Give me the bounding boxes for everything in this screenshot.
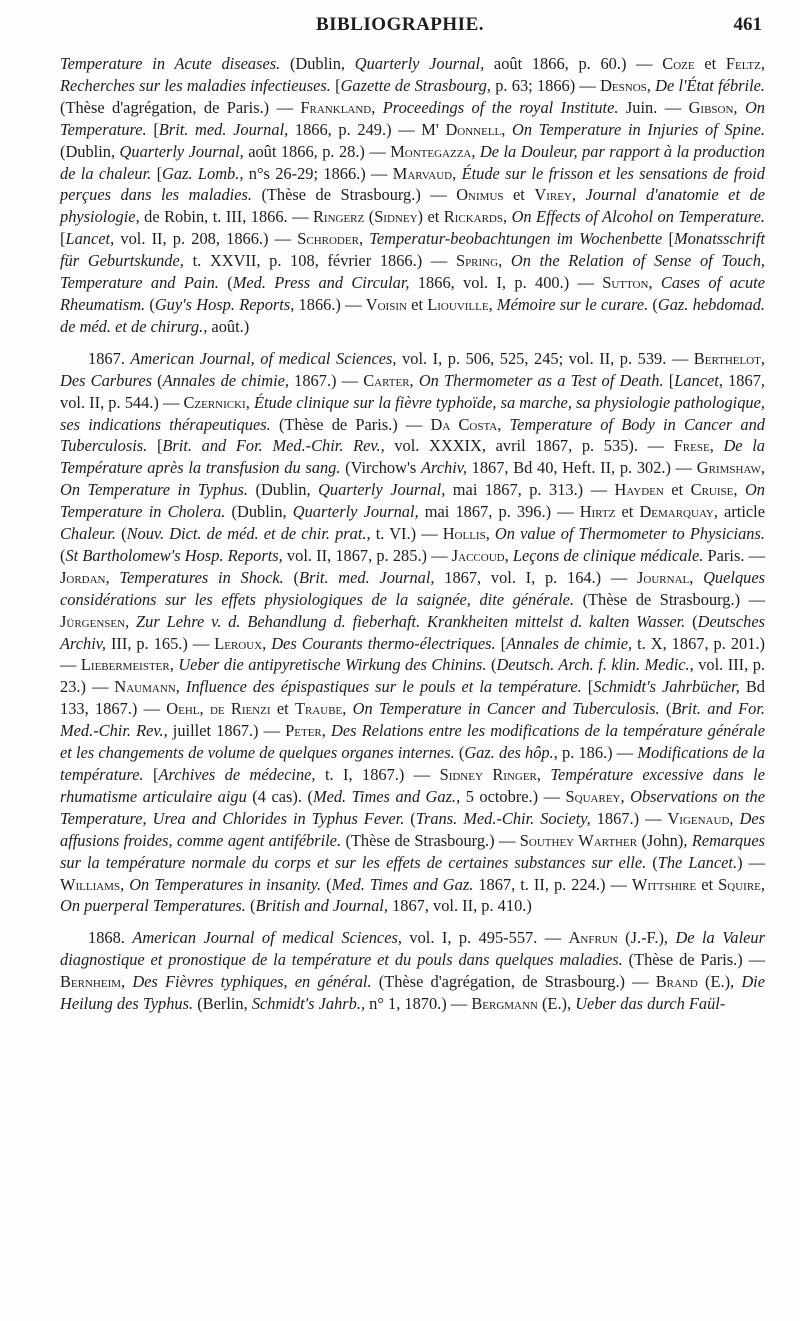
citation-text: ,: [471, 141, 480, 161]
citation-text: 1868.: [88, 928, 133, 948]
citation-text: ,: [760, 874, 766, 894]
author-name: Peter: [285, 721, 322, 741]
work-title: Temperature in Acute diseases.: [60, 54, 281, 73]
author-name: Liebermeister: [80, 655, 170, 675]
work-title: On Temperature in Injuries of Spine.: [512, 119, 765, 139]
author-name: M' Donnell: [421, 119, 502, 139]
citation-text: et: [694, 54, 726, 73]
author-name: Liouville: [427, 294, 489, 314]
citation-text: ,: [760, 458, 765, 478]
author-name: Da Costa: [430, 414, 498, 434]
citation-text: (: [404, 808, 416, 828]
running-title: BIBLIOGRAPHIE.: [315, 14, 484, 35]
work-title: Quarterly Journal,: [318, 480, 446, 500]
citation-text: et: [406, 294, 428, 314]
citation-text: ,: [371, 97, 383, 117]
citation-text: 1866, p. 249.) —: [288, 119, 422, 139]
citation-text: 1866, vol. I, p. 400.) —: [409, 273, 603, 293]
citation-text: (: [486, 655, 497, 675]
citation-text: ) et: [417, 207, 444, 227]
citation-text: 1867, vol. I, p. 164.) —: [434, 567, 638, 587]
work-title: Lancet,: [65, 229, 115, 249]
author-name: Cruise: [690, 480, 734, 500]
work-title: Brit. and For. Med.-Chir. Rev.,: [60, 699, 766, 741]
author-name: Virey: [534, 185, 572, 205]
author-name: Williams: [60, 874, 121, 894]
work-title: Quarterly Journal,: [292, 502, 419, 522]
citation-text: [: [146, 119, 159, 139]
citation-text: 1867, Bd 40, Heft. II, p. 302.) —: [466, 458, 697, 478]
citation-text: 1866.) —: [294, 294, 366, 314]
work-title: British and Journal,: [255, 896, 388, 916]
work-title: American Journal of medical Sciences,: [132, 928, 402, 948]
citation-text: t. X, 1867, p. 201.) —: [60, 633, 765, 675]
author-name: Squire: [718, 874, 761, 894]
citation-text: [: [330, 75, 341, 95]
citation-text: ,: [121, 972, 133, 992]
citation-text: (Thèse de Paris.) —: [270, 414, 431, 434]
work-title: Température excessive dans le rhumatisme articulaire aigu: [60, 765, 765, 806]
citation-text: août 1866, p. 28.) —: [243, 141, 391, 161]
work-title: De la Douleur, par rapport à la production de la chaleur.: [60, 141, 765, 183]
citation-text: (John),: [637, 830, 692, 850]
citation-text: (Thèse d'agrégation, de Paris.) —: [60, 97, 301, 117]
citation-text: (: [283, 567, 299, 587]
work-title: Med. Press and Circular,: [232, 273, 410, 293]
citation-text: vol. III, p. 23.) —: [60, 655, 765, 697]
citation-text: ,: [733, 480, 745, 500]
citation-text: ,: [729, 808, 740, 828]
author-name: Voisin: [365, 294, 407, 314]
citation-text: (Dublin,: [60, 141, 120, 161]
citation-text: ,: [321, 721, 332, 741]
work-title: Remarques sur la température normale du corps et sur les effets de certaines substances sur elle.: [60, 830, 765, 872]
citation-text: ,: [571, 185, 586, 205]
citation-text: 1867.) —: [289, 370, 364, 390]
work-title: Gaz. hebdomad. de méd. et de chirurg.,: [60, 294, 766, 336]
citation-text: (: [60, 545, 66, 565]
citation-text: et: [696, 874, 719, 894]
work-title: Lancet,: [674, 370, 723, 390]
author-name: Jürgensen: [60, 611, 126, 631]
bibliography-paragraph-1867: [60, 348, 765, 918]
author-name: Wittshire: [631, 874, 697, 894]
work-title: Deutsch. Arch. f. klin. Medic.,: [496, 655, 694, 675]
work-title: St Bartholomew's Hosp. Reports,: [65, 545, 283, 565]
citation-text: de Robin, t. III, 1866. —: [139, 207, 313, 227]
citation-text: ,: [199, 699, 210, 719]
citation-text: 1867, vol. II, p. 410.): [387, 896, 532, 916]
bibliography-paragraph-1866: [60, 53, 765, 338]
citation-text: ,: [709, 436, 724, 456]
work-title: Proceedings of the royal Institute.: [382, 97, 619, 117]
citation-text: (: [648, 294, 658, 314]
citation-text: (: [116, 524, 127, 544]
work-title: Ueber die antipyretische Wirkung des Chinins.: [178, 655, 487, 675]
citation-text: vol. II, p. 208, 1866.) —: [114, 229, 298, 249]
citation-text: mai 1867, p. 396.) —: [418, 502, 580, 522]
work-title: Gazette de Strasbourg,: [340, 75, 491, 95]
citation-text: (E.),: [697, 972, 742, 992]
work-title: Journal d'anatomie et de physiologie,: [60, 185, 765, 227]
citation-text: (Thèse de Strasbourg.) —: [574, 589, 765, 609]
work-title: Modifications de la température.: [60, 743, 766, 784]
citation-text: ,: [358, 229, 370, 249]
work-title: Die Heilung des Typhus.: [60, 972, 765, 1014]
citation-text: 1867.: [88, 348, 131, 368]
work-title: The Lancet.: [657, 852, 738, 872]
page-header: [0, 14, 800, 38]
citation-text: p. 63; 1866) —: [490, 75, 601, 95]
work-title: De la Température après la transfusion du sang.: [60, 436, 765, 478]
work-title: Des Courants thermo-électriques.: [271, 633, 496, 653]
author-name: Hayden: [614, 480, 664, 500]
work-title: Chaleur.: [60, 524, 117, 544]
author-name: Hirtz: [579, 502, 616, 522]
work-title: Influence des épispastiques sur le pouls et la température.: [185, 677, 582, 697]
citation-text: 1867, t. II, p. 224.) —: [473, 874, 632, 894]
work-title: Temperature of Body in Cancer and Tuberculosis.: [60, 414, 766, 456]
citation-text: ,: [620, 786, 631, 806]
work-title: Recherches sur les maladies infectieuses.: [60, 75, 331, 95]
author-name: Frese: [673, 436, 710, 456]
citation-text: juillet 1867.) —: [167, 721, 286, 741]
work-title: Temperatures in Shock.: [119, 567, 284, 587]
work-title: On Temperature.: [60, 97, 766, 139]
citation-text: n°s 26-29; 1866.) —: [243, 163, 393, 183]
citation-text: ,: [120, 874, 130, 894]
citation-text: ,: [105, 567, 120, 587]
work-title: On Temperatures in insanity.: [129, 874, 322, 894]
work-title: American Journal, of medical Sciences,: [130, 348, 397, 368]
citation-text: ,: [733, 97, 745, 117]
work-title: Cases of acute Rheumatism.: [60, 273, 765, 314]
author-name: Sutton: [602, 273, 649, 293]
author-name: Feltz: [725, 54, 761, 73]
citation-text: [: [147, 436, 163, 456]
work-title: Guy's Hosp. Reports,: [154, 294, 295, 314]
work-title: Gaz. des hôp.,: [464, 743, 558, 763]
work-title: Étude clinique sur la fièvre typhoïde, sa marche, sa physiologie pathologique, ses indications thérapeutiques.: [60, 392, 765, 434]
citation-text: p. 186.) —: [557, 743, 638, 763]
citation-text: ,: [488, 294, 497, 314]
work-title: On Temperature in Typhus.: [60, 480, 249, 500]
citation-text: ,: [689, 567, 704, 587]
author-name: Jordan: [60, 567, 106, 587]
author-name: Vigenaud: [667, 808, 730, 828]
author-name: Demarquay: [639, 502, 714, 522]
citation-text: vol. XXXIX, avril 1867, p. 535). —: [384, 436, 674, 456]
work-title: Med. Times and Gaz.,: [312, 786, 461, 806]
citation-text: (J.-F.),: [617, 928, 676, 948]
work-title: On Effects of Alcohol on Temperature.: [511, 207, 766, 227]
citation-text: 1867, vol. II, p. 544.) —: [60, 370, 765, 412]
citation-text: mai 1867, p. 313.) —: [445, 480, 615, 500]
author-name: Anfrun: [568, 928, 618, 948]
author-name: Coze: [662, 54, 695, 73]
work-title: Monatsschrift für Geburtskunde,: [60, 229, 766, 271]
work-title: On Temperature in Cancer and Tuberculosis.: [352, 699, 660, 719]
citation-text: ,: [646, 75, 656, 95]
citation-text: 5 octobre.) —: [460, 786, 566, 806]
work-title: Quelques considérations sur les effets physiologiques de la saignée, dite générale.: [60, 567, 765, 609]
author-name: Grimshaw: [696, 458, 761, 478]
author-name: Czernicki: [183, 392, 246, 412]
citation-text: (: [659, 699, 672, 719]
work-title: Quarterly Journal,: [119, 141, 244, 161]
citation-text: (: [646, 852, 658, 872]
bibliography-paragraph-1868: [60, 927, 765, 1015]
work-title: Des Relations entre les modifications de la température générale et les changements de volume de quelques organes internes.: [60, 721, 765, 763]
work-title: On Temperature in Cholera.: [60, 480, 765, 522]
author-name: Bergmann: [471, 994, 538, 1014]
citation-text: (: [151, 370, 163, 390]
citation-text: III, p. 165.) —: [105, 633, 215, 653]
citation-text: ,: [497, 414, 510, 434]
author-name: Sidney Ringer: [439, 765, 537, 784]
work-title: Observations on the Temperature, Urea and Chlorides in Typhus Fever.: [60, 786, 765, 828]
work-title: Zur Lehre v. d. Behandlung d. fieberhaft. Krankheiten mittelst d. kalten Wasser.: [136, 611, 686, 631]
citation-text: ,: [760, 348, 765, 368]
citation-text: [: [151, 163, 163, 183]
citation-text: août.): [207, 316, 250, 336]
work-title: Temperatur-beobachtungen im Wochenbette: [369, 229, 663, 249]
citation-text: (Thèse de Strasbourg.) —: [251, 185, 457, 205]
citation-text: ) —: [737, 852, 765, 872]
citation-text: (: [321, 874, 332, 894]
citation-text: ,: [262, 633, 272, 653]
citation-text: ,: [760, 54, 765, 73]
author-name: Traube: [294, 699, 343, 719]
work-title: On puerperal Temperatures.: [60, 896, 246, 916]
citation-text: 1867.) —: [590, 808, 668, 828]
work-title: On Thermometer as a Test of Death.: [418, 370, 664, 390]
work-title: Étude sur le frisson et les sensations de froid perçues dans les maladies.: [60, 163, 765, 205]
work-title: De l'État fébrile.: [655, 75, 765, 95]
work-title: Des Carbures: [60, 370, 152, 390]
work-title: Archives de médecine,: [158, 765, 316, 784]
work-title: Brit. med. Journal,: [298, 567, 435, 587]
work-title: Annales de chimie,: [506, 633, 633, 653]
citation-text: et: [663, 480, 691, 500]
citation-text: ,: [409, 370, 419, 390]
citation-text: (Berlin,: [193, 994, 252, 1014]
citation-text: (: [685, 611, 698, 631]
citation-text: t. I, 1867.) —: [315, 765, 440, 784]
citation-text: ,: [342, 699, 353, 719]
citation-text: et: [503, 185, 535, 205]
citation-text: ,: [501, 119, 513, 139]
work-title: Des affusions froides, comme agent antifébrile.: [60, 808, 765, 850]
citation-text: ,: [502, 207, 512, 227]
citation-text: ,: [245, 392, 254, 412]
author-name: de Rienzi: [209, 699, 271, 719]
citation-text: (Virchow's: [340, 458, 421, 478]
author-name: Sidney: [374, 207, 418, 227]
citation-text: vol. I, p. 495-557. —: [401, 928, 569, 948]
citation-text: Juin. —: [618, 97, 689, 117]
author-name: Onimus: [456, 185, 504, 205]
work-title: De la Valeur diagnostique et pronostique de la température et du pouls dans quelques maladies.: [60, 928, 765, 970]
citation-text: ,: [169, 655, 179, 675]
author-name: Montegazza: [390, 141, 472, 161]
citation-text: ,: [498, 251, 511, 271]
author-name: Marvaud: [392, 163, 453, 183]
work-title: Annales de chimie,: [162, 370, 289, 390]
citation-text: (: [454, 743, 465, 763]
author-name: Brand: [655, 972, 698, 992]
author-name: Hollis: [442, 524, 486, 544]
citation-text: [: [495, 633, 507, 653]
work-title: Nouv. Dict. de méd. et de chir. prat.,: [126, 524, 371, 544]
citation-text: ,: [125, 611, 137, 631]
work-title: Ueber das durch Faül-: [575, 994, 726, 1014]
author-name: Carter: [363, 370, 410, 390]
citation-text: (E.),: [537, 994, 576, 1014]
author-name: Oehl: [166, 699, 200, 719]
author-name: Spring: [455, 251, 499, 271]
citation-text: ,: [175, 677, 186, 697]
citation-text: t. XXVII, p. 108, février 1866.) —: [183, 251, 456, 271]
author-name: Gibson: [688, 97, 734, 117]
citation-text: Bd 133, 1867.) —: [60, 677, 765, 719]
citation-text: ,: [648, 273, 661, 293]
citation-text: n° 1, 1870.) —: [365, 994, 472, 1014]
work-title: Med. Times and Gaz.: [331, 874, 474, 894]
citation-text: , article: [713, 502, 766, 522]
citation-text: (: [218, 273, 233, 293]
work-title: Archiv,: [420, 458, 467, 478]
work-title: Schmidt's Jahrb.,: [251, 994, 366, 1014]
citation-text: [: [60, 229, 66, 249]
citation-text: (Thèse de Paris.) —: [622, 950, 765, 970]
work-title: On the Relation of Sense of Touch, Temperature and Pain.: [60, 251, 765, 293]
citation-text: ,: [485, 524, 495, 544]
author-name: Naumann: [114, 677, 176, 697]
author-name: Rickards: [443, 207, 503, 227]
citation-text: ,: [452, 163, 462, 183]
citation-text: t. VI.) —: [370, 524, 443, 544]
citation-text: (: [145, 294, 155, 314]
citation-text: (Dublin,: [280, 54, 355, 73]
citation-text: (Thèse de Strasbourg.) —: [341, 830, 520, 850]
citation-text: (: [364, 207, 375, 227]
work-title: Trans. Med.-Chir. Society,: [415, 808, 591, 828]
work-title: On value of Thermometer to Physicians.: [494, 524, 765, 544]
work-title: Gaz. Lomb.,: [162, 163, 244, 183]
page-number: 461: [733, 14, 762, 35]
citation-text: (Dublin,: [225, 502, 293, 522]
work-title: Des Fièvres typhiques, en général.: [132, 972, 372, 992]
citation-text: [: [662, 229, 674, 249]
citation-text: [: [663, 370, 675, 390]
author-name: Leroux: [214, 633, 263, 653]
work-title: Schmidt's Jahrbücher,: [593, 677, 740, 697]
citation-text: (4 cas). (: [246, 786, 313, 806]
author-name: Ringerz: [312, 207, 365, 227]
work-title: Brit. and For. Med.-Chir. Rev.,: [162, 436, 385, 456]
author-name: Squarey: [565, 786, 621, 806]
citation-text: [: [581, 677, 594, 697]
work-title: Mémoire sur le curare.: [496, 294, 649, 314]
work-title: Quarterly Journal,: [354, 54, 485, 73]
citation-text: août 1866, p. 60.) —: [484, 54, 663, 73]
citation-text: et: [615, 502, 640, 522]
work-title: Deutsches Archiv,: [60, 611, 765, 653]
author-name: Frankland: [300, 97, 372, 117]
citation-text: vol. II, 1867, p. 285.) —: [282, 545, 452, 565]
citation-text: et: [270, 699, 295, 719]
citation-text: ,: [504, 545, 513, 565]
author-name: Schroder: [297, 229, 359, 249]
author-name: Desnos: [600, 75, 647, 95]
citation-text: (: [245, 896, 256, 916]
citation-text: Paris. —: [703, 545, 765, 565]
citation-text: [: [143, 765, 159, 784]
author-name: Jaccoud: [451, 545, 505, 565]
citation-text: (Dublin,: [248, 480, 319, 500]
work-title: Brit. med. Journal,: [158, 119, 289, 139]
author-name: Berthelot: [693, 348, 761, 368]
citation-text: vol. I, p. 506, 525, 245; vol. II, p. 539. —: [396, 348, 694, 368]
author-name: Southey Warther: [519, 830, 638, 850]
work-title: Leçons de clinique médicale.: [512, 545, 704, 565]
citation-text: (Thèse d'agrégation, de Strasbourg.) —: [371, 972, 656, 992]
author-name: Journal: [637, 567, 690, 587]
bibliography-body: [60, 53, 765, 1015]
citation-text: ,: [536, 765, 551, 784]
author-name: Bernheim: [60, 972, 122, 992]
